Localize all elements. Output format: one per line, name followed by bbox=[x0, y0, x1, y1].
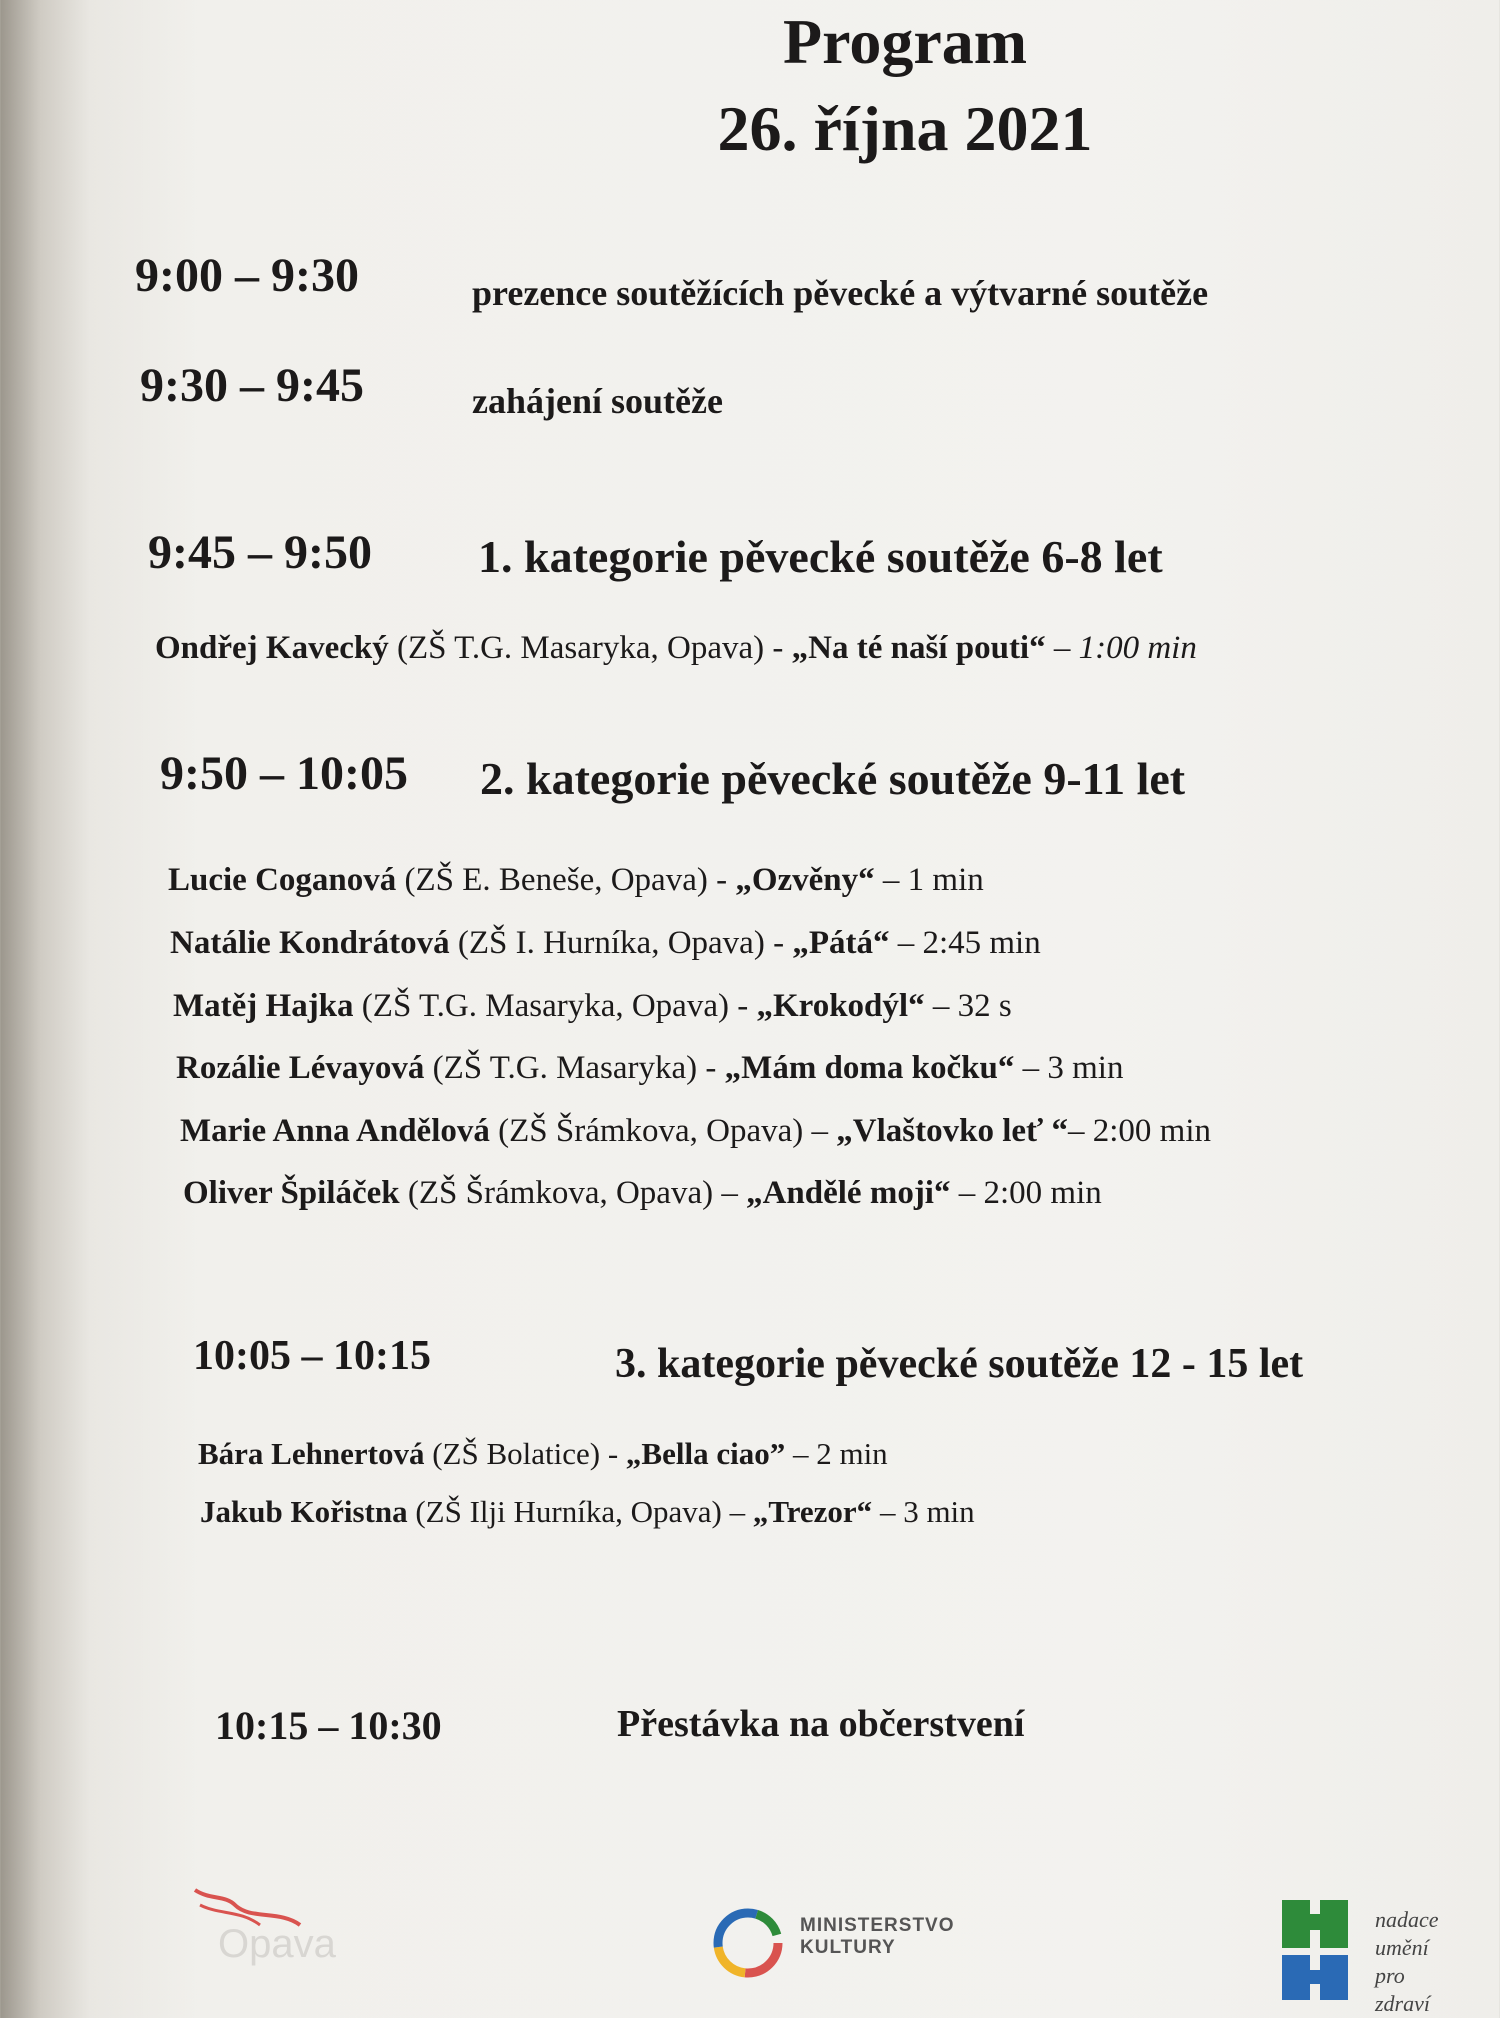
performer-song: „Pátá“ bbox=[792, 925, 890, 961]
performer-name: Lucie Coganová bbox=[168, 862, 397, 898]
ministry-ring-icon bbox=[708, 1903, 788, 1983]
performer-school: (ZŠ Bolatice) - bbox=[424, 1436, 626, 1471]
category-heading: 2. kategorie pěvecké soutěže 9-11 let bbox=[480, 753, 1186, 804]
performer-entry bbox=[168, 862, 984, 899]
performer-duration: – 2 min bbox=[785, 1436, 888, 1471]
performer-entry bbox=[176, 1050, 1123, 1087]
performer-name: Bára Lehnertová bbox=[198, 1436, 425, 1471]
schedule-time: 9:00 – 9:30 bbox=[135, 249, 359, 302]
ministry-line1: MINISTERSTVO bbox=[800, 1915, 955, 1936]
performer-entry bbox=[173, 988, 1012, 1025]
performer-song: „Krokodýl“ bbox=[756, 988, 925, 1024]
performer-duration: – 2:00 min bbox=[950, 1175, 1102, 1211]
opava-logo bbox=[190, 1880, 370, 1980]
opava-logo-text: Opava bbox=[218, 1922, 336, 1966]
performer-duration: – 1 min bbox=[874, 862, 984, 898]
ministry-logo bbox=[708, 1903, 955, 1988]
performer-duration: – 2:45 min bbox=[889, 925, 1041, 961]
performer-duration: – 32 s bbox=[924, 988, 1012, 1024]
nadace-mark-icon bbox=[1280, 1900, 1370, 2000]
performer-song: „Mám doma kočku“ bbox=[724, 1050, 1015, 1086]
schedule-label: Přestávka na občerstvení bbox=[617, 1703, 1025, 1745]
performer-name: Matěj Hajka bbox=[173, 988, 354, 1024]
performer-song: „Vlaštovko leť “ bbox=[836, 1113, 1068, 1149]
performer-school: (ZŠ E. Beneše, Opava) - bbox=[396, 862, 736, 898]
performer-school: (ZŠ Šrámkova, Opava) – bbox=[399, 1175, 747, 1211]
performer-school: (ZŠ T.G. Masaryka, Opava) - bbox=[396, 630, 792, 666]
performer-name: Natálie Kondrátová bbox=[170, 925, 450, 961]
performer-name: Rozálie Lévayová bbox=[176, 1050, 425, 1086]
performer-song: „Bella ciao” bbox=[625, 1436, 786, 1471]
performer-duration: – 2:00 min bbox=[1067, 1113, 1211, 1149]
schedule-time: 9:30 – 9:45 bbox=[140, 359, 364, 412]
page-title: Program bbox=[782, 6, 1028, 77]
performer-school: (ZŠ Šrámkova, Opava) – bbox=[489, 1113, 837, 1149]
performer-school: (ZŠ T.G. Masaryka) - bbox=[424, 1050, 725, 1086]
performer-name: Ondřej Kavecký bbox=[155, 630, 389, 666]
nadace-line: nadace bbox=[1375, 1907, 1439, 1932]
performer-entry bbox=[183, 1175, 1102, 1212]
performer-entry bbox=[198, 1436, 888, 1472]
performer-entry bbox=[170, 925, 1041, 962]
schedule-time: 10:05 – 10:15 bbox=[193, 1333, 431, 1379]
nadace-line: pro bbox=[1375, 1963, 1405, 1988]
performer-duration: – 3 min bbox=[872, 1494, 975, 1529]
performer-name: Jakub Kořistna bbox=[200, 1494, 408, 1529]
performer-entry bbox=[155, 630, 1197, 667]
category-heading: 3. kategorie pěvecké soutěže 12 - 15 let bbox=[615, 1341, 1304, 1387]
nadace-line: zdraví bbox=[1375, 1991, 1430, 2016]
page-date: 26. října 2021 bbox=[717, 93, 1093, 164]
nadace-line: umění bbox=[1375, 1935, 1429, 1960]
category-heading: 1. kategorie pěvecké soutěže 6-8 let bbox=[478, 531, 1163, 582]
performer-name: Oliver Špiláček bbox=[183, 1175, 400, 1211]
performer-duration: – 1:00 min bbox=[1045, 630, 1197, 666]
performer-duration: – 3 min bbox=[1014, 1050, 1124, 1086]
schedule-time: 9:50 – 10:05 bbox=[160, 747, 408, 800]
performer-song: „Na té naší pouti“ bbox=[791, 630, 1046, 666]
ministry-line2: KULTURY bbox=[800, 1937, 896, 1958]
schedule-time: 9:45 – 9:50 bbox=[148, 526, 372, 579]
performer-song: „Andělé moji“ bbox=[746, 1175, 951, 1211]
performer-school: (ZŠ I. Hurníka, Opava) - bbox=[449, 925, 793, 961]
nadace-logo bbox=[1280, 1900, 1439, 2016]
performer-school: (ZŠ Ilji Hurníka, Opava) – bbox=[407, 1494, 753, 1529]
performer-name: Marie Anna Andělová bbox=[180, 1113, 490, 1149]
performer-school: (ZŠ T.G. Masaryka, Opava) - bbox=[353, 988, 757, 1024]
performer-song: „Ozvěny“ bbox=[735, 862, 875, 898]
schedule-label: zahájení soutěže bbox=[472, 381, 723, 421]
schedule-label: prezence soutěžících pěvecké a výtvarné soutěže bbox=[472, 273, 1209, 313]
performer-song: „Trezor“ bbox=[752, 1494, 873, 1529]
performer-entry bbox=[180, 1113, 1211, 1150]
performer-entry bbox=[200, 1494, 975, 1530]
schedule-time: 10:15 – 10:30 bbox=[215, 1703, 442, 1748]
